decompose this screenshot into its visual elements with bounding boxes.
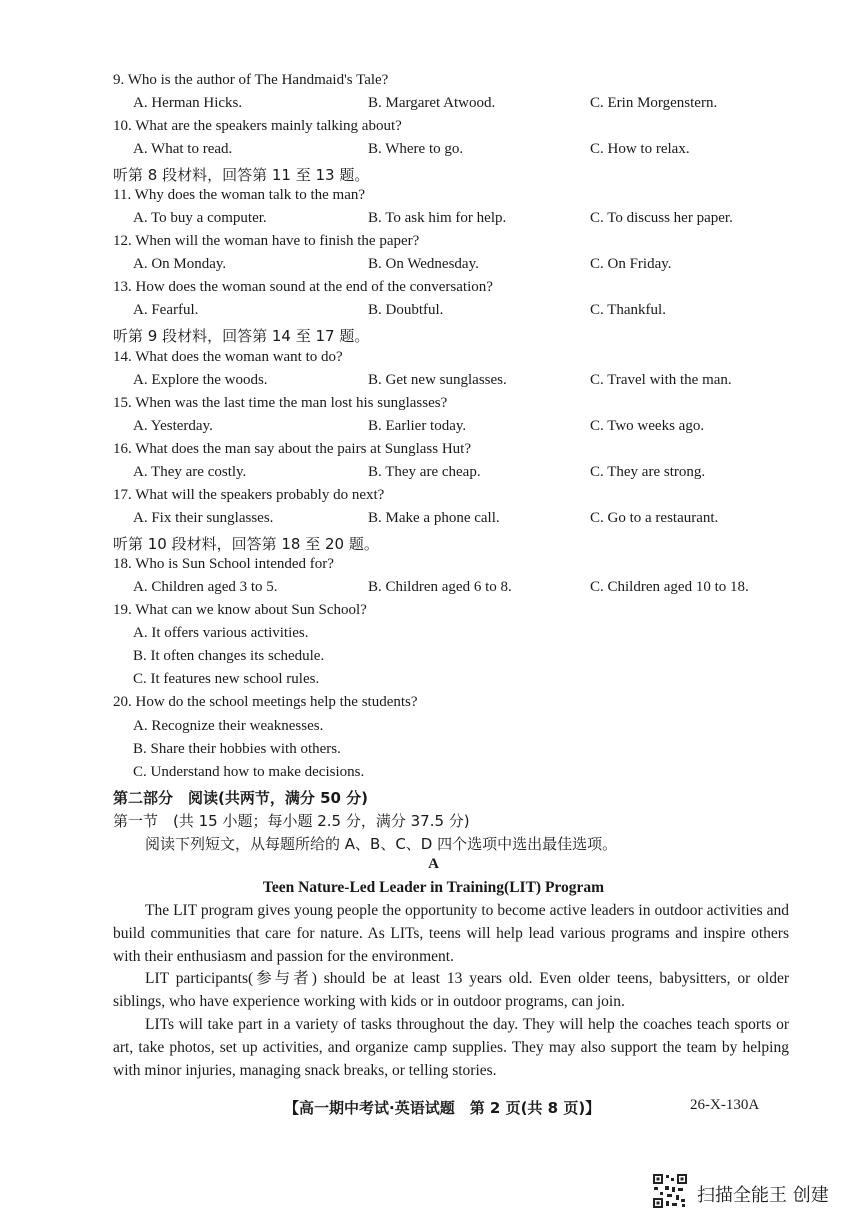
q15-option-c: C. Two weeks ago. bbox=[590, 418, 705, 434]
part2-heading: 第二部分 阅读(共两节，满分 50 分) bbox=[113, 789, 369, 807]
q13-option-c: C. Thankful. bbox=[590, 302, 666, 318]
question-11: 11. Why does the woman talk to the man? bbox=[113, 187, 366, 203]
q15-option-a: A. Yesterday. bbox=[133, 418, 213, 434]
q19-option-b: B. It often changes its schedule. bbox=[133, 648, 325, 664]
question-20: 20. How do the school meetings help the students? bbox=[113, 694, 418, 710]
question-15: 15. When was the last time the man lost his sunglasses? bbox=[113, 395, 448, 411]
q9-option-b: B. Margaret Atwood. bbox=[368, 95, 496, 111]
passage-paragraph-2 bbox=[113, 968, 789, 1014]
q20-option-b: B. Share their hobbies with others. bbox=[133, 741, 341, 757]
q11-option-a: A. To buy a computer. bbox=[133, 210, 267, 226]
q10-option-c: C. How to relax. bbox=[590, 141, 690, 157]
material-10-instruction: 听第 10 段材料，回答第 18 至 20 题。 bbox=[113, 535, 379, 553]
question-18: 18. Who is Sun School intended for? bbox=[113, 556, 334, 572]
q13-option-b: B. Doubtful. bbox=[368, 302, 444, 318]
q11-option-c: C. To discuss her paper. bbox=[590, 210, 733, 226]
q16-option-c: C. They are strong. bbox=[590, 464, 706, 480]
q15-option-b: B. Earlier today. bbox=[368, 418, 467, 434]
passage-letter: A bbox=[428, 856, 439, 872]
q12-option-a: A. On Monday. bbox=[133, 256, 227, 272]
q10-option-a: A. What to read. bbox=[133, 141, 233, 157]
q9-option-c: C. Erin Morgenstern. bbox=[590, 95, 718, 111]
passage-paragraph-1 bbox=[113, 900, 789, 968]
question-16: 16. What does the man say about the pairs at Sunglass Hut? bbox=[113, 441, 471, 457]
q18-option-c: C. Children aged 10 to 18. bbox=[590, 579, 749, 595]
q17-option-c: C. Go to a restaurant. bbox=[590, 510, 719, 526]
question-9: 9. Who is the author of The Handmaid's Tale? bbox=[113, 72, 389, 88]
section1-heading: 第一节 (共 15 小题；每小题 2.5 分，满分 37.5 分) bbox=[113, 812, 470, 830]
q11-option-b: B. To ask him for help. bbox=[368, 210, 507, 226]
paragraph-2-text: LIT participants(参与者) should be at least 13 years old. Even older teens, babysitters, or older siblings, who have experience working with kids or in outdoor programs, can join. bbox=[113, 970, 789, 1010]
q16-option-a: A. They are costly. bbox=[133, 464, 247, 480]
paragraph-3-text: LITs will take part in a variety of tasks throughout the day. They will help the coaches teach sports or art, take photos, set up activities, and organize camp supplies. They may also support the team by helping with minor injuries, managing snack breaks, or telling stories. bbox=[113, 1016, 789, 1079]
question-19: 19. What can we know about Sun School? bbox=[113, 602, 367, 618]
paragraph-1-text: The LIT program gives young people the opportunity to become active leaders in outdoor activities and build communities that care for nature. As LITs, teens will help lead various programs and inspire others with their enthusiasm and passion for the environment. bbox=[113, 902, 789, 965]
passage-title: Teen Nature-Led Leader in Training(LIT) Program bbox=[262, 879, 605, 896]
q16-option-b: B. They are cheap. bbox=[368, 464, 481, 480]
q9-option-a: A. Herman Hicks. bbox=[133, 95, 243, 111]
q14-option-b: B. Get new sunglasses. bbox=[368, 372, 507, 388]
q12-option-b: B. On Wednesday. bbox=[368, 256, 479, 272]
q17-option-b: B. Make a phone call. bbox=[368, 510, 500, 526]
q10-option-b: B. Where to go. bbox=[368, 141, 464, 157]
qr-code-icon bbox=[652, 1173, 688, 1209]
q19-option-c: C. It features new school rules. bbox=[133, 671, 320, 687]
q18-option-a: A. Children aged 3 to 5. bbox=[133, 579, 278, 595]
scanner-watermark: 扫描全能王 创建 bbox=[697, 1185, 829, 1206]
page-footer-code: 26-X-130A bbox=[690, 1097, 760, 1113]
material-8-instruction: 听第 8 段材料，回答第 11 至 13 题。 bbox=[113, 166, 370, 184]
q14-option-a: A. Explore the woods. bbox=[133, 372, 268, 388]
passage-paragraph-3 bbox=[113, 1014, 789, 1082]
q14-option-c: C. Travel with the man. bbox=[590, 372, 732, 388]
page-footer-label: 【高一期中考试·英语试题 第 2 页(共 8 页)】 bbox=[284, 1099, 601, 1117]
q17-option-a: A. Fix their sunglasses. bbox=[133, 510, 274, 526]
question-12: 12. When will the woman have to finish the paper? bbox=[113, 233, 420, 249]
question-13: 13. How does the woman sound at the end of the conversation? bbox=[113, 279, 493, 295]
material-9-instruction: 听第 9 段材料，回答第 14 至 17 题。 bbox=[113, 327, 370, 345]
q12-option-c: C. On Friday. bbox=[590, 256, 672, 272]
question-10: 10. What are the speakers mainly talking about? bbox=[113, 118, 402, 134]
reading-directions: 阅读下列短文，从每题所给的 A、B、C、D 四个选项中选出最佳选项。 bbox=[145, 835, 618, 853]
question-14: 14. What does the woman want to do? bbox=[113, 349, 343, 365]
q18-option-b: B. Children aged 6 to 8. bbox=[368, 579, 512, 595]
q19-option-a: A. It offers various activities. bbox=[133, 625, 309, 641]
q13-option-a: A. Fearful. bbox=[133, 302, 199, 318]
q20-option-a: A. Recognize their weaknesses. bbox=[133, 718, 324, 734]
q20-option-c: C. Understand how to make decisions. bbox=[133, 764, 365, 780]
question-17: 17. What will the speakers probably do next? bbox=[113, 487, 385, 503]
